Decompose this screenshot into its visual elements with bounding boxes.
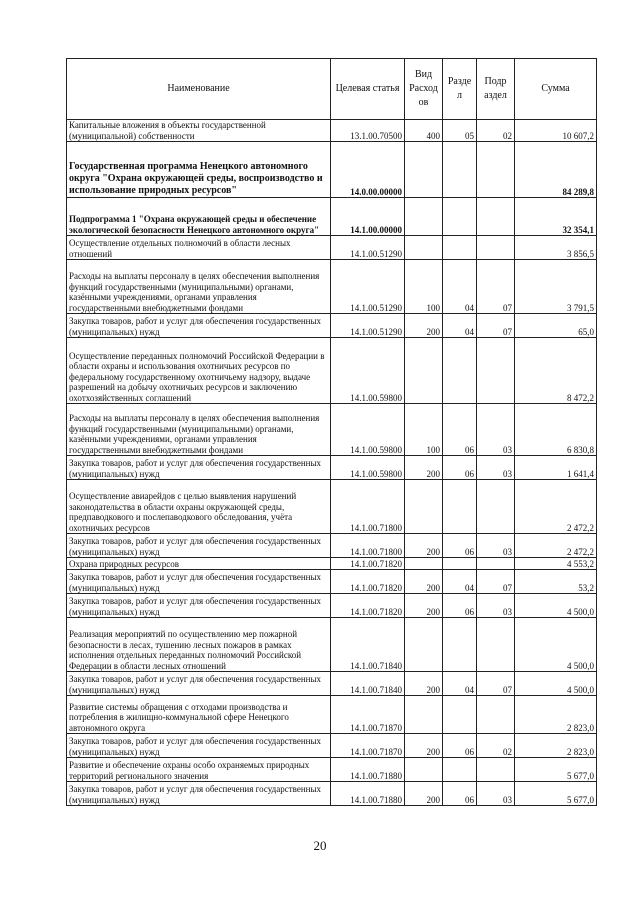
row-vid-cell: 200: [405, 782, 443, 806]
row-name-cell: Расходы на выплаты персоналу в целях обеспечения выполнения функций государственными (муниципальными) органами, казёнными учреждениями, органами управления государственными внебюджетными фондами: [67, 404, 331, 456]
table-row: [67, 594, 597, 618]
row-podrazdel-cell: 03: [477, 594, 515, 618]
row-podrazdel-cell: 03: [477, 534, 515, 558]
row-vid-cell: 200: [405, 672, 443, 696]
row-razdel-cell: [443, 696, 477, 734]
table-row: [67, 782, 597, 806]
table-row: [67, 338, 597, 404]
table-row: [67, 696, 597, 734]
row-name-cell: Закупка товаров, работ и услуг для обеспечения государственных (муниципальных) нужд: [67, 594, 331, 618]
row-code-cell: 14.1.00.71870: [331, 696, 405, 734]
row-razdel-cell: 06: [443, 782, 477, 806]
row-podrazdel-cell: [477, 558, 515, 570]
row-summa-cell: 4 500,0: [515, 594, 597, 618]
page-number: 20: [313, 838, 327, 853]
row-razdel-cell: 04: [443, 570, 477, 594]
row-summa-cell: 53,2: [515, 570, 597, 594]
row-podrazdel-cell: [477, 236, 515, 260]
row-summa-cell: 65,0: [515, 314, 597, 338]
row-code-cell: 14.1.00.59800: [331, 456, 405, 480]
table-row: [67, 314, 597, 338]
table-row: [67, 236, 597, 260]
row-podrazdel-cell: [477, 142, 515, 198]
row-summa-cell: 2 823,0: [515, 696, 597, 734]
row-razdel-cell: 04: [443, 672, 477, 696]
table-row: [67, 758, 597, 782]
row-summa-cell: 4 500,0: [515, 618, 597, 672]
row-summa-cell: 4 553,2: [515, 558, 597, 570]
row-vid-cell: [405, 696, 443, 734]
row-podrazdel-cell: 03: [477, 456, 515, 480]
row-code-cell: 14.1.00.71870: [331, 734, 405, 758]
row-name-cell: Закупка товаров, работ и услуг для обеспечения государственных (муниципальных) нужд: [67, 782, 331, 806]
row-name-cell: Реализация мероприятий по осуществлению мер пожарной безопасности в лесах, тушению лесных пожаров в рамках исполнения отдельных переданных полномочий Российской Федерации в области лесных отношений: [67, 618, 331, 672]
row-podrazdel-cell: 02: [477, 120, 515, 142]
row-summa-cell: 6 830,8: [515, 404, 597, 456]
row-razdel-cell: 06: [443, 404, 477, 456]
row-code-cell: 14.1.00.00000: [331, 198, 405, 236]
table-row: [67, 534, 597, 558]
row-podrazdel-cell: 07: [477, 260, 515, 314]
row-code-cell: 14.1.00.51290: [331, 314, 405, 338]
row-code-cell: 14.1.00.59800: [331, 404, 405, 456]
row-vid-cell: 100: [405, 260, 443, 314]
row-summa-cell: 84 289,8: [515, 142, 597, 198]
row-code-cell: 13.1.00.70500: [331, 120, 405, 142]
row-code-cell: 14.1.00.51290: [331, 260, 405, 314]
row-podrazdel-cell: 07: [477, 570, 515, 594]
row-razdel-cell: 04: [443, 260, 477, 314]
table-row: [67, 198, 597, 236]
row-code-cell: 14.0.00.00000: [331, 142, 405, 198]
row-razdel-cell: [443, 236, 477, 260]
budget-table: [66, 58, 597, 806]
row-podrazdel-cell: [477, 480, 515, 534]
row-vid-cell: 100: [405, 404, 443, 456]
header-razdel: Разде л: [443, 59, 477, 120]
row-vid-cell: [405, 618, 443, 672]
row-name-cell: Закупка товаров, работ и услуг для обеспечения государственных (муниципальных) нужд: [67, 672, 331, 696]
row-podrazdel-cell: 02: [477, 734, 515, 758]
row-podrazdel-cell: [477, 198, 515, 236]
row-razdel-cell: [443, 618, 477, 672]
row-name-cell: Охрана природных ресурсов: [67, 558, 331, 570]
row-summa-cell: 2 472,2: [515, 480, 597, 534]
table-row: [67, 404, 597, 456]
row-podrazdel-cell: [477, 338, 515, 404]
table-row: [67, 456, 597, 480]
row-name-cell: Осуществление отдельных полномочий в области лесных отношений: [67, 236, 331, 260]
table-row: [67, 142, 597, 198]
row-razdel-cell: [443, 338, 477, 404]
row-podrazdel-cell: 03: [477, 782, 515, 806]
row-summa-cell: 5 677,0: [515, 782, 597, 806]
row-vid-cell: [405, 142, 443, 198]
row-name-cell: Закупка товаров, работ и услуг для обеспечения государственных (муниципальных) нужд: [67, 734, 331, 758]
row-vid-cell: 200: [405, 456, 443, 480]
header-summa: Сумма: [515, 59, 597, 120]
row-summa-cell: 8 472,2: [515, 338, 597, 404]
row-podrazdel-cell: 07: [477, 672, 515, 696]
row-razdel-cell: 06: [443, 456, 477, 480]
row-podrazdel-cell: [477, 618, 515, 672]
row-summa-cell: 1 641,4: [515, 456, 597, 480]
row-summa-cell: 10 607,2: [515, 120, 597, 142]
row-name-cell: Развитие и обеспечение охраны особо охраняемых природных территорий регионального значения: [67, 758, 331, 782]
row-code-cell: 14.1.00.71800: [331, 480, 405, 534]
header-vid: Вид Расход ов: [405, 59, 443, 120]
row-code-cell: 14.1.00.71820: [331, 570, 405, 594]
table-row: [67, 558, 597, 570]
row-code-cell: 14.1.00.71840: [331, 672, 405, 696]
row-code-cell: 14.1.00.71820: [331, 594, 405, 618]
row-razdel-cell: [443, 198, 477, 236]
row-vid-cell: [405, 338, 443, 404]
row-name-cell: Осуществление переданных полномочий Российской Федерации в области охраны и использования охотничьих ресурсов по федеральному государственному охотничьему надзору, выдаче разрешений на добычу охотничьих ресурсов и заключению охотхозяйственных соглашений: [67, 338, 331, 404]
row-code-cell: 14.1.00.71880: [331, 782, 405, 806]
row-name-cell: Капитальные вложения в объекты государственной (муниципальной) собственности: [67, 120, 331, 142]
row-podrazdel-cell: 03: [477, 404, 515, 456]
row-razdel-cell: 04: [443, 314, 477, 338]
row-summa-cell: 5 677,0: [515, 758, 597, 782]
row-vid-cell: 200: [405, 594, 443, 618]
table-row: [67, 734, 597, 758]
row-name-cell: Закупка товаров, работ и услуг для обеспечения государственных (муниципальных) нужд: [67, 314, 331, 338]
row-vid-cell: [405, 480, 443, 534]
table-row: [67, 672, 597, 696]
row-name-cell: Государственная программа Ненецкого автономного округа "Охрана окружающей среды, воспроизводство и использование природных ресурсов": [67, 142, 331, 198]
row-razdel-cell: [443, 758, 477, 782]
table-row: [67, 480, 597, 534]
row-vid-cell: 200: [405, 314, 443, 338]
row-name-cell: Расходы на выплаты персоналу в целях обеспечения выполнения функций государственными (муниципальными) органами, казёнными учреждениями, органами управления государственными внебюджетными фондами: [67, 260, 331, 314]
row-vid-cell: [405, 558, 443, 570]
table-row: [67, 618, 597, 672]
row-vid-cell: 200: [405, 734, 443, 758]
table-header-row: [67, 59, 597, 120]
header-code: Целевая статья: [331, 59, 405, 120]
row-razdel-cell: 05: [443, 120, 477, 142]
row-razdel-cell: [443, 142, 477, 198]
row-code-cell: 14.1.00.71880: [331, 758, 405, 782]
table-body: [67, 120, 597, 806]
row-name-cell: Закупка товаров, работ и услуг для обеспечения государственных (муниципальных) нужд: [67, 534, 331, 558]
row-name-cell: Подпрограмма 1 "Охрана окружающей среды и обеспечение экологической безопасности Ненецкого автономного округа": [67, 198, 331, 236]
row-razdel-cell: 06: [443, 734, 477, 758]
row-name-cell: Развитие системы обращения с отходами производства и потребления в жилищно-коммунальной сфере Ненецкого автономного округа: [67, 696, 331, 734]
row-summa-cell: 3 856,5: [515, 236, 597, 260]
row-code-cell: 14.1.00.71840: [331, 618, 405, 672]
row-code-cell: 14.1.00.71800: [331, 534, 405, 558]
row-vid-cell: [405, 758, 443, 782]
row-summa-cell: 3 791,5: [515, 260, 597, 314]
table-row: [67, 570, 597, 594]
row-podrazdel-cell: [477, 696, 515, 734]
header-podrazdel: Подр аздел: [477, 59, 515, 120]
row-razdel-cell: 06: [443, 534, 477, 558]
table-row: [67, 120, 597, 142]
row-summa-cell: 4 500,0: [515, 672, 597, 696]
row-code-cell: 14.1.00.51290: [331, 236, 405, 260]
row-name-cell: Закупка товаров, работ и услуг для обеспечения государственных (муниципальных) нужд: [67, 570, 331, 594]
row-razdel-cell: [443, 480, 477, 534]
row-vid-cell: 200: [405, 534, 443, 558]
row-name-cell: Осуществление авиарейдов с целью выявления нарушений законодательства в области охраны окружающей среды, предпаводкового и послепаводкового обследования, учёта охотничьих ресурсов: [67, 480, 331, 534]
row-razdel-cell: 06: [443, 594, 477, 618]
row-vid-cell: [405, 198, 443, 236]
row-name-cell: Закупка товаров, работ и услуг для обеспечения государственных (муниципальных) нужд: [67, 456, 331, 480]
row-summa-cell: 2 823,0: [515, 734, 597, 758]
row-summa-cell: 32 354,1: [515, 198, 597, 236]
row-razdel-cell: [443, 558, 477, 570]
row-vid-cell: 400: [405, 120, 443, 142]
row-podrazdel-cell: 07: [477, 314, 515, 338]
row-code-cell: 14.1.00.59800: [331, 338, 405, 404]
row-podrazdel-cell: [477, 758, 515, 782]
table-row: [67, 260, 597, 314]
row-code-cell: 14.1.00.71820: [331, 558, 405, 570]
row-summa-cell: 2 472,2: [515, 534, 597, 558]
header-name: Наименование: [67, 59, 331, 120]
row-vid-cell: [405, 236, 443, 260]
row-vid-cell: 200: [405, 570, 443, 594]
